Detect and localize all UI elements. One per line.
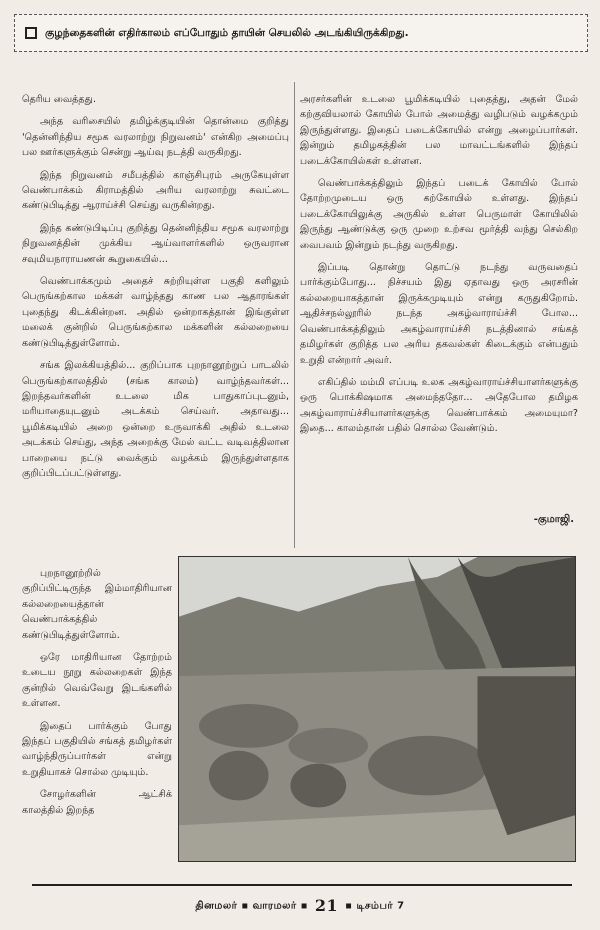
paragraph: அரசர்களின் உடலை பூமிக்கடியில் புதைத்து, அதன் மேல் கற்குவியலால் கோயில் போல் அமைத்து வழிபடும் வழக்கமும் இருந்துள்ளது. இதைப் படைக்கோயில் என்று அழைப்பார்கள். இன்றும் தமிழகத்தின் பல மாவட்டங்களில் இந்தப் படைக்கோயில்கள் உள்ளன. — [300, 94, 578, 167]
paragraph: தெரிய வைத்தது. — [22, 94, 97, 105]
paragraph: சங்க இலக்கியத்தில்... குறிப்பாக புறநானூற்றுப் பாடலில் பெருங்கற்காலத்தில் (சங்க காலம்) வாழ்ந்தவர்கள்... இறந்தவர்களின் உடலை மிக பாதுகாப்புடனும், மரியாதையுடனும் அடக்கம் செய்வர். அதாவது... பூமிக்கடியில் அறை ஒன்றை உருவாக்கி அதில் உடலை அடக்கம் செய்து, அந்த அறைக்கு மேல் வட்ட வடிவத்திலான பாறையை நட்டு வைக்கும் வழக்கம் இருந்துள்ளதாக குறிப்பிடப்பட்டுள்ளது. — [22, 360, 289, 479]
footer-separator: ▪ — [300, 900, 312, 912]
column-divider — [294, 82, 295, 548]
paragraph: ஒரே மாதிரியான தோற்றம் உடைய நூறு கல்லறைகள் இந்த குன்றில் வெவ்வேறு இடங்களில் உள்ளன. — [22, 652, 172, 710]
footer-separator: ▪ — [345, 900, 357, 912]
header-banner — [14, 14, 588, 52]
author-byline: -குமாஜி. — [533, 514, 574, 525]
paragraph: இதைப் பார்க்கும் போது இந்தப் பகுதியில் சங்கத் தமிழர்கள் வாழ்ந்திருப்பார்கள் என்று உறுதியாகச் சொல்ல முடியும். — [22, 720, 172, 778]
article-column-right — [300, 92, 578, 444]
burial-site-photo — [179, 557, 575, 861]
paragraph: எகிப்தில் மம்மி எப்படி உலக அகழ்வாராய்ச்சியாளர்களுக்கு ஒரு பொக்கிஷமாக அமைந்ததோ... அதேபோல தமிழக அகழ்வாராய்ச்சியாளர்களுக்கு வெண்பாக்கம் அமையுமா? இதை... காலம்தான் பதில் சொல்ல வேண்டும். — [300, 376, 578, 435]
page-footer — [0, 896, 600, 915]
footer-date: டிசம்பர் 7 — [356, 900, 405, 912]
footer-publication: தினமலர் — [195, 900, 238, 912]
article-column-left — [22, 92, 289, 488]
page-number: 21 — [314, 896, 339, 915]
paragraph: அந்த வரிசையில் தமிழ்க்குடியின் தொன்மை குறித்து 'தென்னிந்திய சமூக வரலாற்று நிறுவனம்' என்கிற அமைப்பு பல ஊர்களுக்கும் சென்று ஆய்வு நடத்தி வருகிறது. — [22, 116, 289, 159]
paragraph: வெண்பாக்கத்திலும் இந்தப் படைக் கோயில் போல் தோற்றமுடைய ஒரு கற்கோயில் உள்ளது. இந்தப் படைக்கோயிலுக்கு அருகில் உள்ள பெருமாள் கோயிலில் இருந்து ஆண்டுக்கு ஒரு முறை உற்சவ மூர்த்தி வந்து செல்கிற வைபவம் இன்றும் நடந்து வருகிறது. — [300, 178, 578, 251]
paragraph: இந்த நிறுவனம் சமீபத்தில் காஞ்சிபுரம் அருகேயுள்ள வெண்பாக்கம் கிராமத்தில் அரிய வரலாற்று சுவட்டை கண்டுபிடித்து ஆராய்ச்சி செய்து வருகின்றது. — [22, 169, 289, 212]
article-photo — [178, 556, 576, 862]
checkbox-icon — [25, 27, 37, 39]
footer-rule — [32, 884, 572, 886]
paragraph: இந்த கண்டுபிடிப்பு குறித்து தென்னிந்திய சமூக வரலாற்று நிறுவனத்தின் முக்கிய ஆய்வாளர்களில் ஒருவரான சவுமியநாராயணன் கூறுகையில்... — [22, 222, 289, 265]
paragraph: சோழர்களின் ஆட்சிக் காலத்தில் இறந்த — [22, 789, 172, 816]
paragraph: புறநானூற்றில் குறிப்பிட்டிருந்த இம்மாதிரியான கல்லறையைத்தான் வெண்பாக்கத்தில் கண்டுபிடித்துள்ளோம். — [22, 568, 172, 641]
paragraph: வெண்பாக்கமும் அதைச் சுற்றியுள்ள பகுதி களிலும் பெருங்கற்கால மக்கள் வாழ்ந்தது காண பல ஆதாரங்கள் புதைந்து கிடக்கின்றன. அதில் ஒன்றாகத்தான் இங்குள்ள மலைக் குன்றில் பெருங்கற்கால மக்களின் கல்லறையை கண்டுபிடித்துள்ளோம். — [22, 276, 289, 349]
article-column-bottom-left — [22, 566, 172, 825]
footer-separator: ▪ — [241, 900, 253, 912]
footer-section: வாரமலர் — [252, 900, 297, 912]
header-title: குழந்தைகளின் எதிர்காலம் எப்போதும் தாயின் செயலில் அடங்கியிருக்கிறது. — [45, 26, 409, 39]
paragraph: இப்படி தொன்று தொட்டு நடந்து வருவதைப் பார்க்கும்போது... நிச்சயம் இது ஏதாவது ஒரு அரசரின் கல்லறையாகத்தான் இருக்கமுடியும் என்று கருதுகிறோம். ஆதிச்சநல்லூரில் நடந்த அகழ்வாராய்ச்சி போல... வெண்பாக்கத்திலும் அகழ்வாராய்ச்சி நடத்தினால் சங்கத் தமிழர்கள் குறித்த பல அரிய தகவல்கள் கிடைக்கும் என்பதும் உறுதி என்றார் அவர். — [300, 262, 578, 366]
